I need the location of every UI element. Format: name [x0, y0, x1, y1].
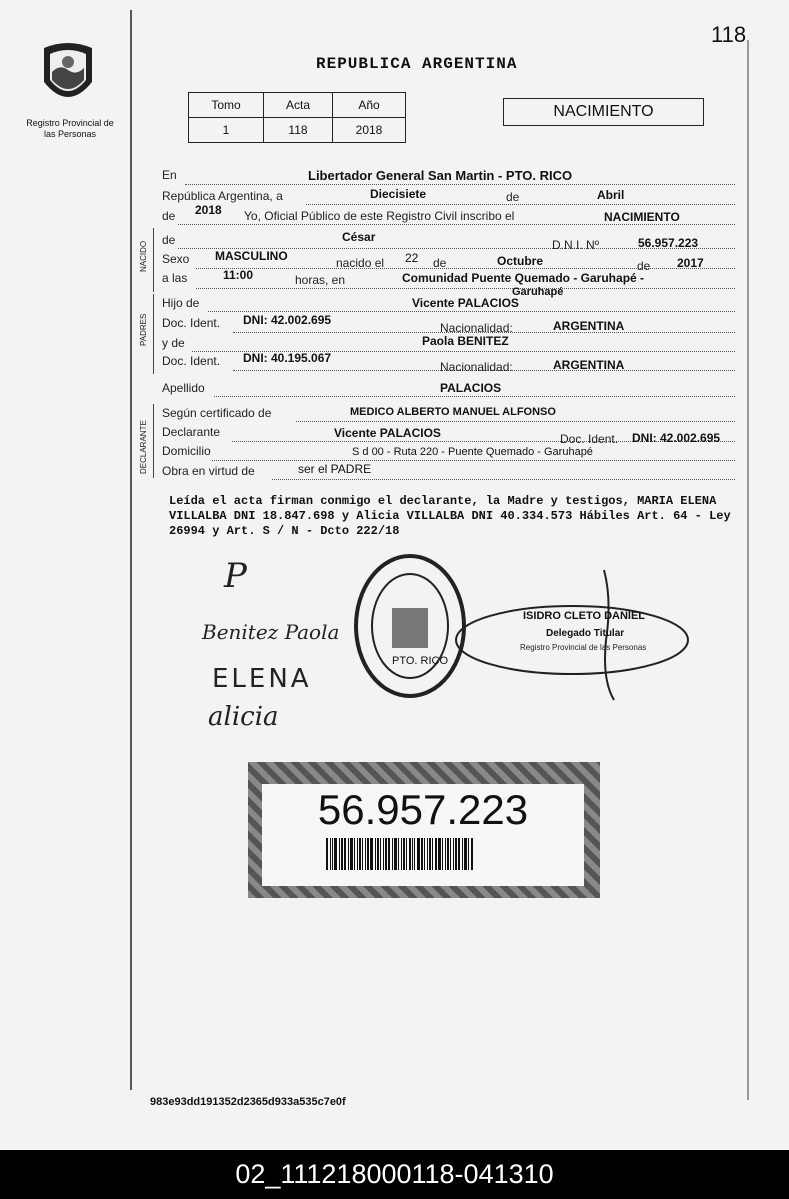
barcode-bar — [362, 838, 363, 870]
nacido-dia-value: 22 — [405, 251, 419, 265]
nombre-value: César — [342, 230, 376, 244]
page-number: 118 — [711, 22, 747, 47]
barcode-bar — [403, 838, 405, 870]
barcode-bar — [398, 838, 399, 870]
declarante-section-line — [153, 404, 154, 478]
nacido-de-label: de — [162, 233, 176, 247]
dia-value: Diecisiete — [370, 187, 427, 201]
dotted-line — [296, 421, 735, 422]
hijo-de-label: Hijo de — [162, 296, 200, 310]
barcode-bar — [326, 838, 328, 870]
barcode-bar — [344, 838, 346, 870]
declarante-section-label: DECLARANTE — [139, 420, 148, 474]
barcode-bar — [462, 838, 463, 870]
barcode-bar — [365, 838, 366, 870]
dotted-line — [214, 396, 735, 397]
certificado-value: MEDICO ALBERTO MANUEL ALFONSO — [350, 406, 556, 418]
signature-benitez: Benitez Paola — [202, 620, 340, 644]
record-type-box: NACIMIENTO — [503, 98, 704, 126]
nacido-anio-value: 2017 — [677, 256, 704, 270]
seal-location: PTO. RICO — [392, 655, 449, 667]
barcode-bar — [385, 838, 387, 870]
padre-nacionalidad-label: Nacionalidad: — [440, 321, 513, 335]
barcode-bar — [414, 838, 415, 870]
barcode-bar — [458, 838, 460, 870]
oficial-text: Yo, Oficial Público de este Registro Civil inscribo el — [244, 209, 515, 223]
apellido-label: Apellido — [162, 381, 205, 395]
madre-doc-label: Doc. Ident. — [162, 354, 221, 368]
y-de-label: y de — [162, 336, 185, 350]
domicilio-label: Domicilio — [162, 444, 211, 458]
padre-doc-label: Doc. Ident. — [162, 316, 221, 330]
sexo-label: Sexo — [162, 252, 190, 266]
barcode-bar — [377, 838, 379, 870]
barcode-bar — [367, 838, 369, 870]
dotted-line — [272, 479, 735, 480]
barcode-bar — [380, 838, 381, 870]
nacido-section-label: NACIDO — [139, 240, 148, 272]
official-title: Delegado Titular — [546, 628, 625, 639]
dotted-line — [208, 311, 735, 312]
signature-p: P — [224, 556, 247, 596]
barcode-bar — [427, 838, 428, 870]
madre-nacionalidad-label: Nacionalidad: — [440, 360, 513, 374]
barcode-bar — [383, 838, 384, 870]
acto-value: NACIMIENTO — [604, 210, 680, 224]
barcode-bar — [357, 838, 358, 870]
nacido-el-label: nacido el — [336, 256, 385, 270]
barcode-bar — [438, 838, 441, 870]
official-name: ISIDRO CLETO DANIEL — [523, 610, 646, 622]
barcode-bar — [432, 838, 433, 870]
barcode-bar — [375, 838, 376, 870]
madre-doc-value: DNI: 40.195.067 — [243, 351, 332, 365]
acta-value: 118 — [264, 118, 333, 143]
barcode-bar — [435, 838, 437, 870]
tomo-value: 1 — [189, 118, 264, 143]
nacido-mes-value: Octubre — [497, 254, 544, 268]
padre-nacionalidad-value: ARGENTINA — [553, 319, 625, 333]
declarante-doc-value: DNI: 42.002.695 — [632, 431, 721, 445]
barcode-bar — [442, 838, 443, 870]
republica-label: República Argentina, a — [162, 189, 283, 203]
footer-code: 02_111218000118-041310 — [235, 1159, 554, 1189]
signature-alicia: alicia — [208, 702, 279, 732]
nacido-lugar-value: Comunidad Puente Quemado - Garuhapé - — [402, 271, 645, 285]
barcode-bar — [447, 838, 449, 870]
barcode-bar — [370, 838, 373, 870]
dotted-line — [185, 184, 735, 185]
nacido-de2-label: de — [433, 256, 447, 270]
anio-value: 2018 — [195, 203, 222, 217]
padre-value: Vicente PALACIOS — [412, 296, 519, 310]
signature-elena: ELENA — [212, 664, 312, 694]
declarante-value: Vicente PALACIOS — [334, 426, 441, 440]
dotted-line — [212, 460, 735, 461]
barcode-bar — [392, 838, 393, 870]
padre-doc-value: DNI: 42.002.695 — [243, 313, 332, 327]
footer-code-bar — [0, 1150, 789, 1199]
left-margin-line — [130, 10, 132, 1090]
security-label-number: 56.957.223 — [317, 786, 529, 833]
barcode-bar — [354, 838, 355, 870]
barcode-bar — [464, 838, 467, 870]
barcode-bar — [359, 838, 361, 870]
barcode-bar — [450, 838, 451, 870]
lugar-value: Libertador General San Martin - PTO. RICO — [308, 168, 573, 183]
document-title: REPUBLICA ARGENTINA — [316, 55, 518, 73]
closing-paragraph: Leída el acta firman conmigo el declarante, la Madre y testigos, MARIA ELENA VILLALBA DNI 18.847.698 y Alicia VILLALBA DNI 40.334.573 Hábiles Art. 64 - Ley 26994 y Art. S / N - Dcto 222/18 — [169, 494, 731, 538]
barcode-bar — [412, 838, 413, 870]
hora-value: 11:00 — [223, 268, 254, 282]
barcode-bar — [341, 838, 343, 870]
horas-en-label: horas, en — [295, 273, 346, 287]
barcode-bar — [339, 838, 340, 870]
dotted-line — [196, 288, 735, 289]
obra-value: ser el PADRE — [298, 462, 372, 476]
anio-value: 2018 — [333, 118, 406, 143]
barcode-bar — [394, 838, 397, 870]
barcode-bar — [471, 838, 473, 870]
a-las-label: a las — [162, 271, 188, 285]
barcode-bar — [453, 838, 454, 870]
barcode-bar — [388, 838, 390, 870]
barcode-bar — [417, 838, 420, 870]
madre-value: Paola BENITEZ — [422, 334, 509, 348]
declarante-label: Declarante — [162, 425, 221, 439]
dotted-line — [196, 268, 735, 269]
dni-value: 56.957.223 — [638, 236, 699, 250]
province-seal-logo — [36, 38, 100, 112]
barcode-bar — [429, 838, 431, 870]
dotted-line — [306, 204, 735, 205]
barcode-bar — [455, 838, 457, 870]
mes-value: Abril — [597, 188, 625, 202]
nacido-de3-label: de — [637, 259, 651, 273]
padres-section-label: PADRES — [139, 313, 148, 346]
barcode-bar — [348, 838, 349, 870]
domicilio-value: S d 00 - Ruta 220 - Puente Quemado - Garuhapé — [352, 446, 593, 458]
nacido-lugar2-value: Garuhapé — [512, 286, 564, 298]
official-org: Registro Provincial de las Personas — [520, 643, 647, 652]
barcode-bar — [332, 838, 333, 870]
document-hash: 983e93dd191352d2365d933a535c7e0f — [150, 1096, 346, 1108]
acta-header: Acta — [264, 93, 333, 118]
nacido-section-line — [153, 228, 154, 292]
apellido-value: PALACIOS — [440, 381, 502, 395]
barcode-bar — [409, 838, 411, 870]
barcode-bar — [468, 838, 469, 870]
barcode-bar — [401, 838, 402, 870]
barcode-bar — [350, 838, 353, 870]
dni-label: D.N.I. Nº — [552, 238, 600, 252]
tomo-acta-table — [188, 92, 406, 143]
de-label: de — [506, 190, 520, 204]
anio-header: Año — [333, 93, 406, 118]
barcode-bar — [445, 838, 446, 870]
barcode-bar — [421, 838, 423, 870]
segun-label: Según certificado de — [162, 406, 272, 420]
right-margin-line — [747, 40, 749, 1100]
dotted-line — [178, 224, 735, 225]
barcode-bar — [424, 838, 425, 870]
barcode-bar — [330, 838, 331, 870]
padres-section-line — [153, 294, 154, 374]
barcode — [326, 838, 524, 870]
declarante-doc-label: Doc. Ident. — [560, 432, 619, 446]
tomo-header: Tomo — [189, 93, 264, 118]
obra-label: Obra en virtud de — [162, 464, 255, 478]
barcode-bar — [334, 838, 337, 870]
barcode-bar — [406, 838, 407, 870]
en-label: En — [162, 168, 177, 182]
de2-label: de — [162, 209, 176, 223]
sexo-value: MASCULINO — [215, 249, 288, 263]
madre-nacionalidad-value: ARGENTINA — [553, 358, 625, 372]
logo-caption: Registro Provincial de las Personas — [26, 118, 114, 139]
